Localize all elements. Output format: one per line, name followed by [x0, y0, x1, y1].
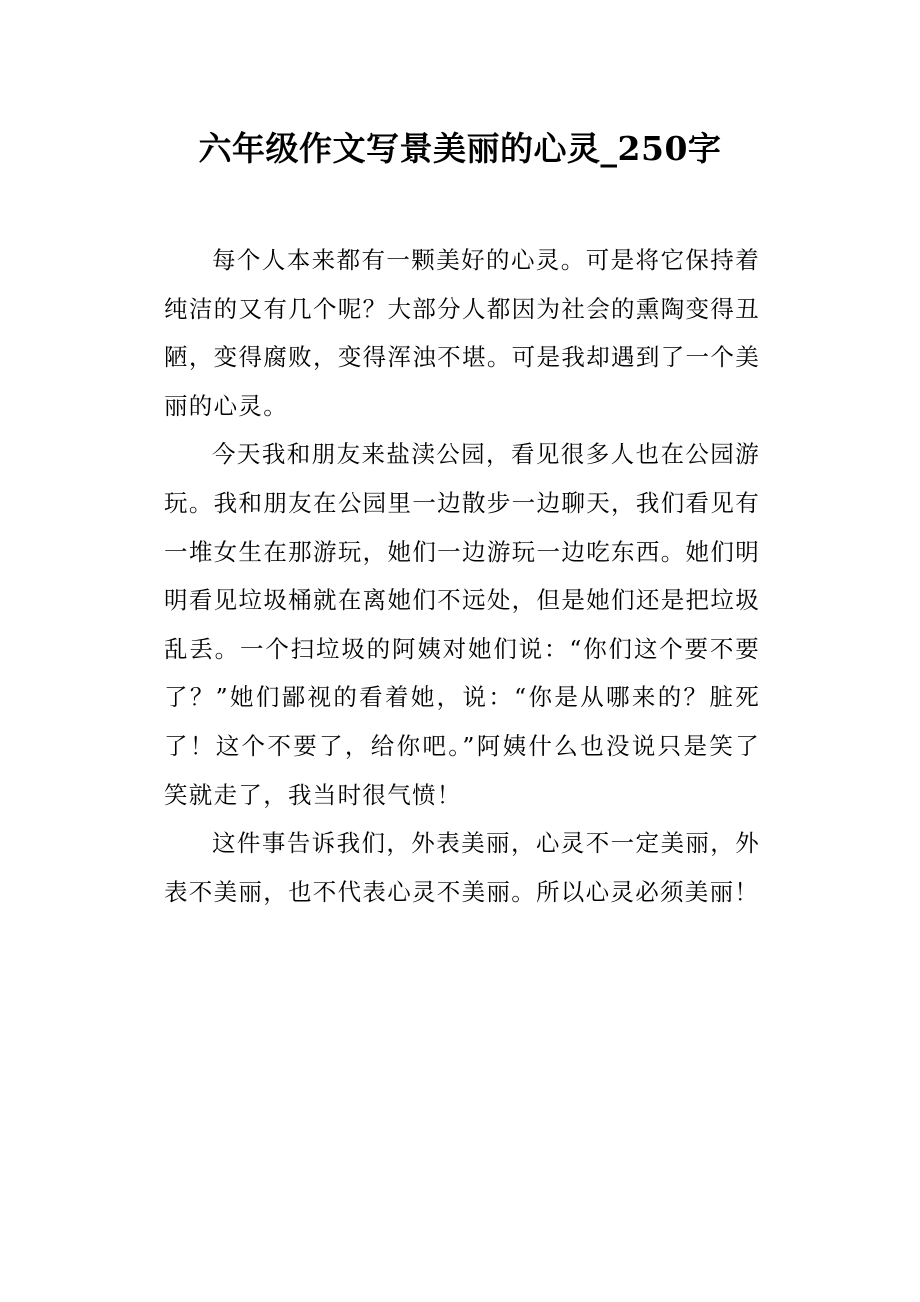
paragraph-1: 每个人本来都有一颗美好的心灵。可是将它保持着纯洁的又有几个呢？大部分人都因为社会的熏陶变得丑陋，变得腐败，变得浑浊不堪。可是我却遇到了一个美丽的心灵。 [164, 246, 760, 420]
document-title: 六年级作文写景美丽的心灵_250字 [198, 129, 722, 168]
paragraph-3: 这件事告诉我们，外表美丽，心灵不一定美丽，外表不美丽，也不代表心灵不美丽。所以心灵必须美丽！ [164, 829, 760, 906]
document-body [164, 236, 760, 916]
paragraph-2: 今天我和朋友来盐渎公园，看见很多人也在公园游玩。我和朋友在公园里一边散步一边聊天，我们看见有一堆女生在那游玩，她们一边游玩一边吃东西。她们明明看见垃圾桶就在离她们不远处，但是她们还是把垃圾乱丢。一个扫垃圾的阿姨对她们说：“你们这个要不要了？”她们鄙视的看着她，说：“你是从哪来的？脏死了！这个不要了，给你吧。”阿姨什么也没说只是笑了笑就走了，我当时很气愤！ [164, 440, 760, 809]
